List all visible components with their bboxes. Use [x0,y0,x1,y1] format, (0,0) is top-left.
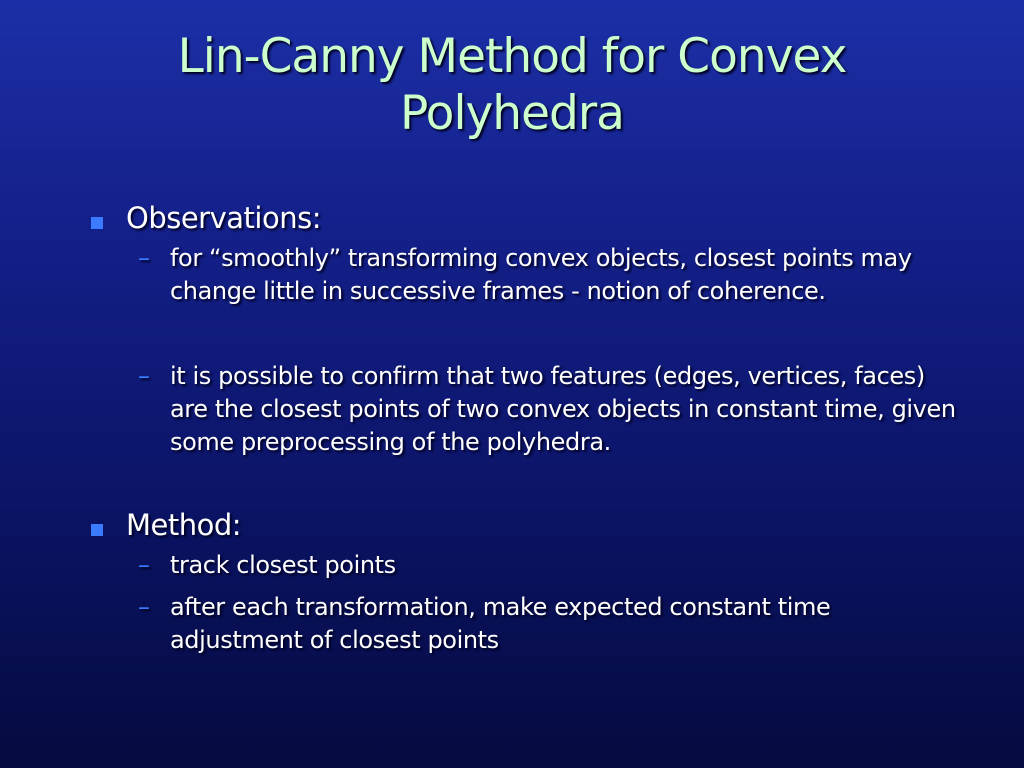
subitem-adjustment [88,591,968,657]
subitem-text: for “smoothly” transforming convex objects, closest points may change little in successive frames - notion of coherence. [170,244,912,305]
subitem-confirm-features [88,360,968,459]
dash-icon: – [138,244,150,272]
subitem-text: track closest points [170,551,396,579]
bullet-observations [88,200,968,236]
dash-icon: – [138,593,150,621]
subitem-text: it is possible to confirm that two features (edges, vertices, faces) are the closest points of two convex objects in constant time, given some preprocessing of the polyhedra. [170,362,956,456]
subitem-coherence [88,242,968,308]
subitem-text: after each transformation, make expected constant time adjustment of closest points [170,593,831,654]
slide-body [88,200,968,657]
bullet-method [88,507,968,543]
square-bullet-icon [91,217,103,229]
subitem-track [88,549,968,582]
bullet-text: Method: [126,508,242,542]
dash-icon: – [138,551,150,579]
dash-icon: – [138,362,150,390]
square-bullet-icon [91,524,103,536]
slide-title: Lin-Canny Method for Convex Polyhedra [177,29,847,141]
bullet-text: Observations: [126,201,321,235]
